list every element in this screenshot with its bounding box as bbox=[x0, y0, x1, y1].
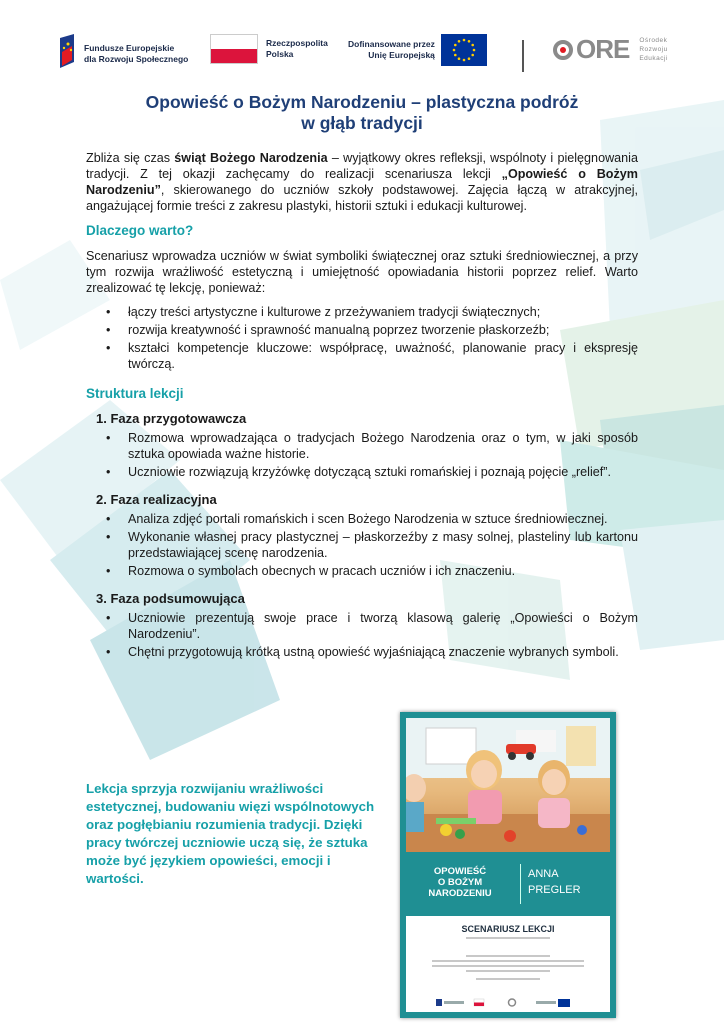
structure-heading: Struktura lekcji bbox=[86, 386, 184, 401]
fe-label-line1: Fundusze Europejskie bbox=[84, 43, 175, 53]
callout-text: Lekcja sprzyja rozwijaniu wrażliwości estetycznej, budowaniu więzi wspólnotowych oraz pogłębianiu rozumienia tradycji. Dzięki pracy twórczej uczniowie uczą się, że sztuka może być językiem opowieści, emocji i wartości. bbox=[86, 781, 375, 886]
list-item: • Uczniowie rozwiązują krzyżówkę dotyczącą sztuki romańskiej i poznają pojęcie „relief”. bbox=[128, 464, 638, 480]
article-body bbox=[86, 150, 638, 662]
cover-title-line: O BOŻYM bbox=[437, 877, 483, 888]
ore-wordmark: ORE bbox=[576, 34, 630, 64]
list-item: • Rozmowa wprowadzająca o tradycjach Bożego Narodzenia oraz o tym, w jaki sposób sztuka opowiada ważne historie. bbox=[128, 430, 638, 462]
cover-photo-children-painting bbox=[406, 718, 610, 852]
list-item: • Uczniowie prezentują swoje prace i tworzą klasową galerię „Opowieści o Bożym Narodzeniu”. bbox=[128, 610, 638, 642]
cover-title-line: OPOWIEŚĆ bbox=[433, 866, 487, 877]
phase-3 bbox=[86, 591, 638, 660]
eu-logo bbox=[348, 34, 487, 66]
intro-bold-scenario: „Opowieść o Bożym Narodzeniu” bbox=[86, 167, 638, 197]
cover-footer-logos bbox=[416, 997, 600, 1007]
rp-label-line1: Rzeczpospolita bbox=[266, 38, 328, 48]
eu-label-line2: Unię Europejską bbox=[368, 50, 435, 60]
list-item: • Chętni przygotowują krótką ustną opowieść wyjaśniającą znaczenie wybranych symboli. bbox=[128, 644, 638, 660]
list-item: • Wykonanie własnej pracy plastycznej – płaskorzeźby z masy solnej, plasteliny lub kartonu przedstawiającej scenę narodzenia. bbox=[128, 529, 638, 561]
header-separator bbox=[522, 40, 524, 72]
cover-title-line: NARODZENIU bbox=[428, 888, 492, 899]
cover-author-line: PREGLER bbox=[528, 884, 581, 896]
page-title bbox=[60, 92, 664, 134]
list-item: • Rozmowa o symbolach obecnych w pracach uczniów i ich znaczeniu. bbox=[128, 563, 638, 579]
title-line1: Opowieść o Bożym Narodzeniu – plastyczna podróż bbox=[145, 92, 579, 112]
eu-flag-icon bbox=[441, 34, 487, 66]
cover-white-panel bbox=[406, 916, 610, 1012]
cover-scenario-label: SCENARIUSZ LEKCJI bbox=[461, 924, 555, 934]
title-line2: w głąb tradycji bbox=[301, 113, 423, 133]
why-paragraph: Scenariusz wprowadza uczniów w świat symboliki świątecznej oraz sztuki średniowiecznej, a przy tym rozwija wrażliwość estetyczną i umiejętność opowiadania historii poprzez relief. Warto zrealizować tę lekcję, ponieważ: bbox=[86, 249, 638, 295]
eu-label-line1: Dofinansowane przez bbox=[348, 39, 435, 49]
intro-bold-holiday: świąt Bożego Narodzenia bbox=[174, 151, 328, 165]
why-heading: Dlaczego warto? bbox=[86, 223, 194, 238]
ore-sub-line2: Rozwoju bbox=[639, 46, 668, 53]
phase-title: 2. Faza realizacyjna bbox=[96, 492, 217, 507]
phase-1 bbox=[86, 411, 638, 480]
ore-sub-line1: Ośrodek bbox=[639, 37, 668, 44]
cover-author-line: ANNA bbox=[528, 868, 559, 880]
cover-title-band bbox=[400, 852, 616, 916]
rp-label-line2: Polska bbox=[266, 49, 294, 59]
list-item: • rozwija kreatywność i sprawność manualną poprzez tworzenie płaskorzeźb; bbox=[128, 322, 638, 338]
ore-ring-icon bbox=[552, 39, 574, 61]
list-item: • Analiza zdjęć portali romańskich i scen Bożego Narodzenia w sztuce średniowiecznej. bbox=[128, 511, 638, 527]
ore-logo bbox=[552, 34, 668, 65]
why-list bbox=[86, 304, 638, 372]
fe-logo bbox=[58, 34, 188, 74]
fe-emblem-icon bbox=[58, 34, 78, 74]
phase-title: 1. Faza przygotowawcza bbox=[96, 411, 247, 426]
list-item: • łączy treści artystyczne i kulturowe z przeżywaniem tradycji świątecznych; bbox=[128, 304, 638, 320]
polish-flag-icon bbox=[210, 34, 258, 64]
list-item: • kształci kompetencje kluczowe: współpracę, uważność, planowanie pracy i ekspresję twórczą. bbox=[128, 340, 638, 372]
header-logos bbox=[58, 34, 668, 78]
rp-logo bbox=[210, 34, 328, 64]
fe-label-line2: dla Rozwoju Społecznego bbox=[84, 54, 189, 64]
phase-2 bbox=[86, 492, 638, 579]
intro-paragraph: Zbliża się czas świąt Bożego Narodzenia – wyjątkowy okres refleksji, wspólnoty i pielęgnowania tradycji. Z tej okazji zachęcamy do realizacji scenariusza lekcji „Opowieść o Bożym Narodzeniu”, skierowanego do uczniów szkoły podstawowej. Zajęcia łączą w atrakcyjnej, angażującej formie treści z zakresu plastyki, historii sztuki i edukacji kulturowej. bbox=[86, 151, 638, 213]
ore-sub-line3: Edukacji bbox=[639, 55, 668, 62]
phase-title: 3. Faza podsumowująca bbox=[96, 591, 245, 606]
book-cover-image bbox=[400, 712, 616, 1018]
